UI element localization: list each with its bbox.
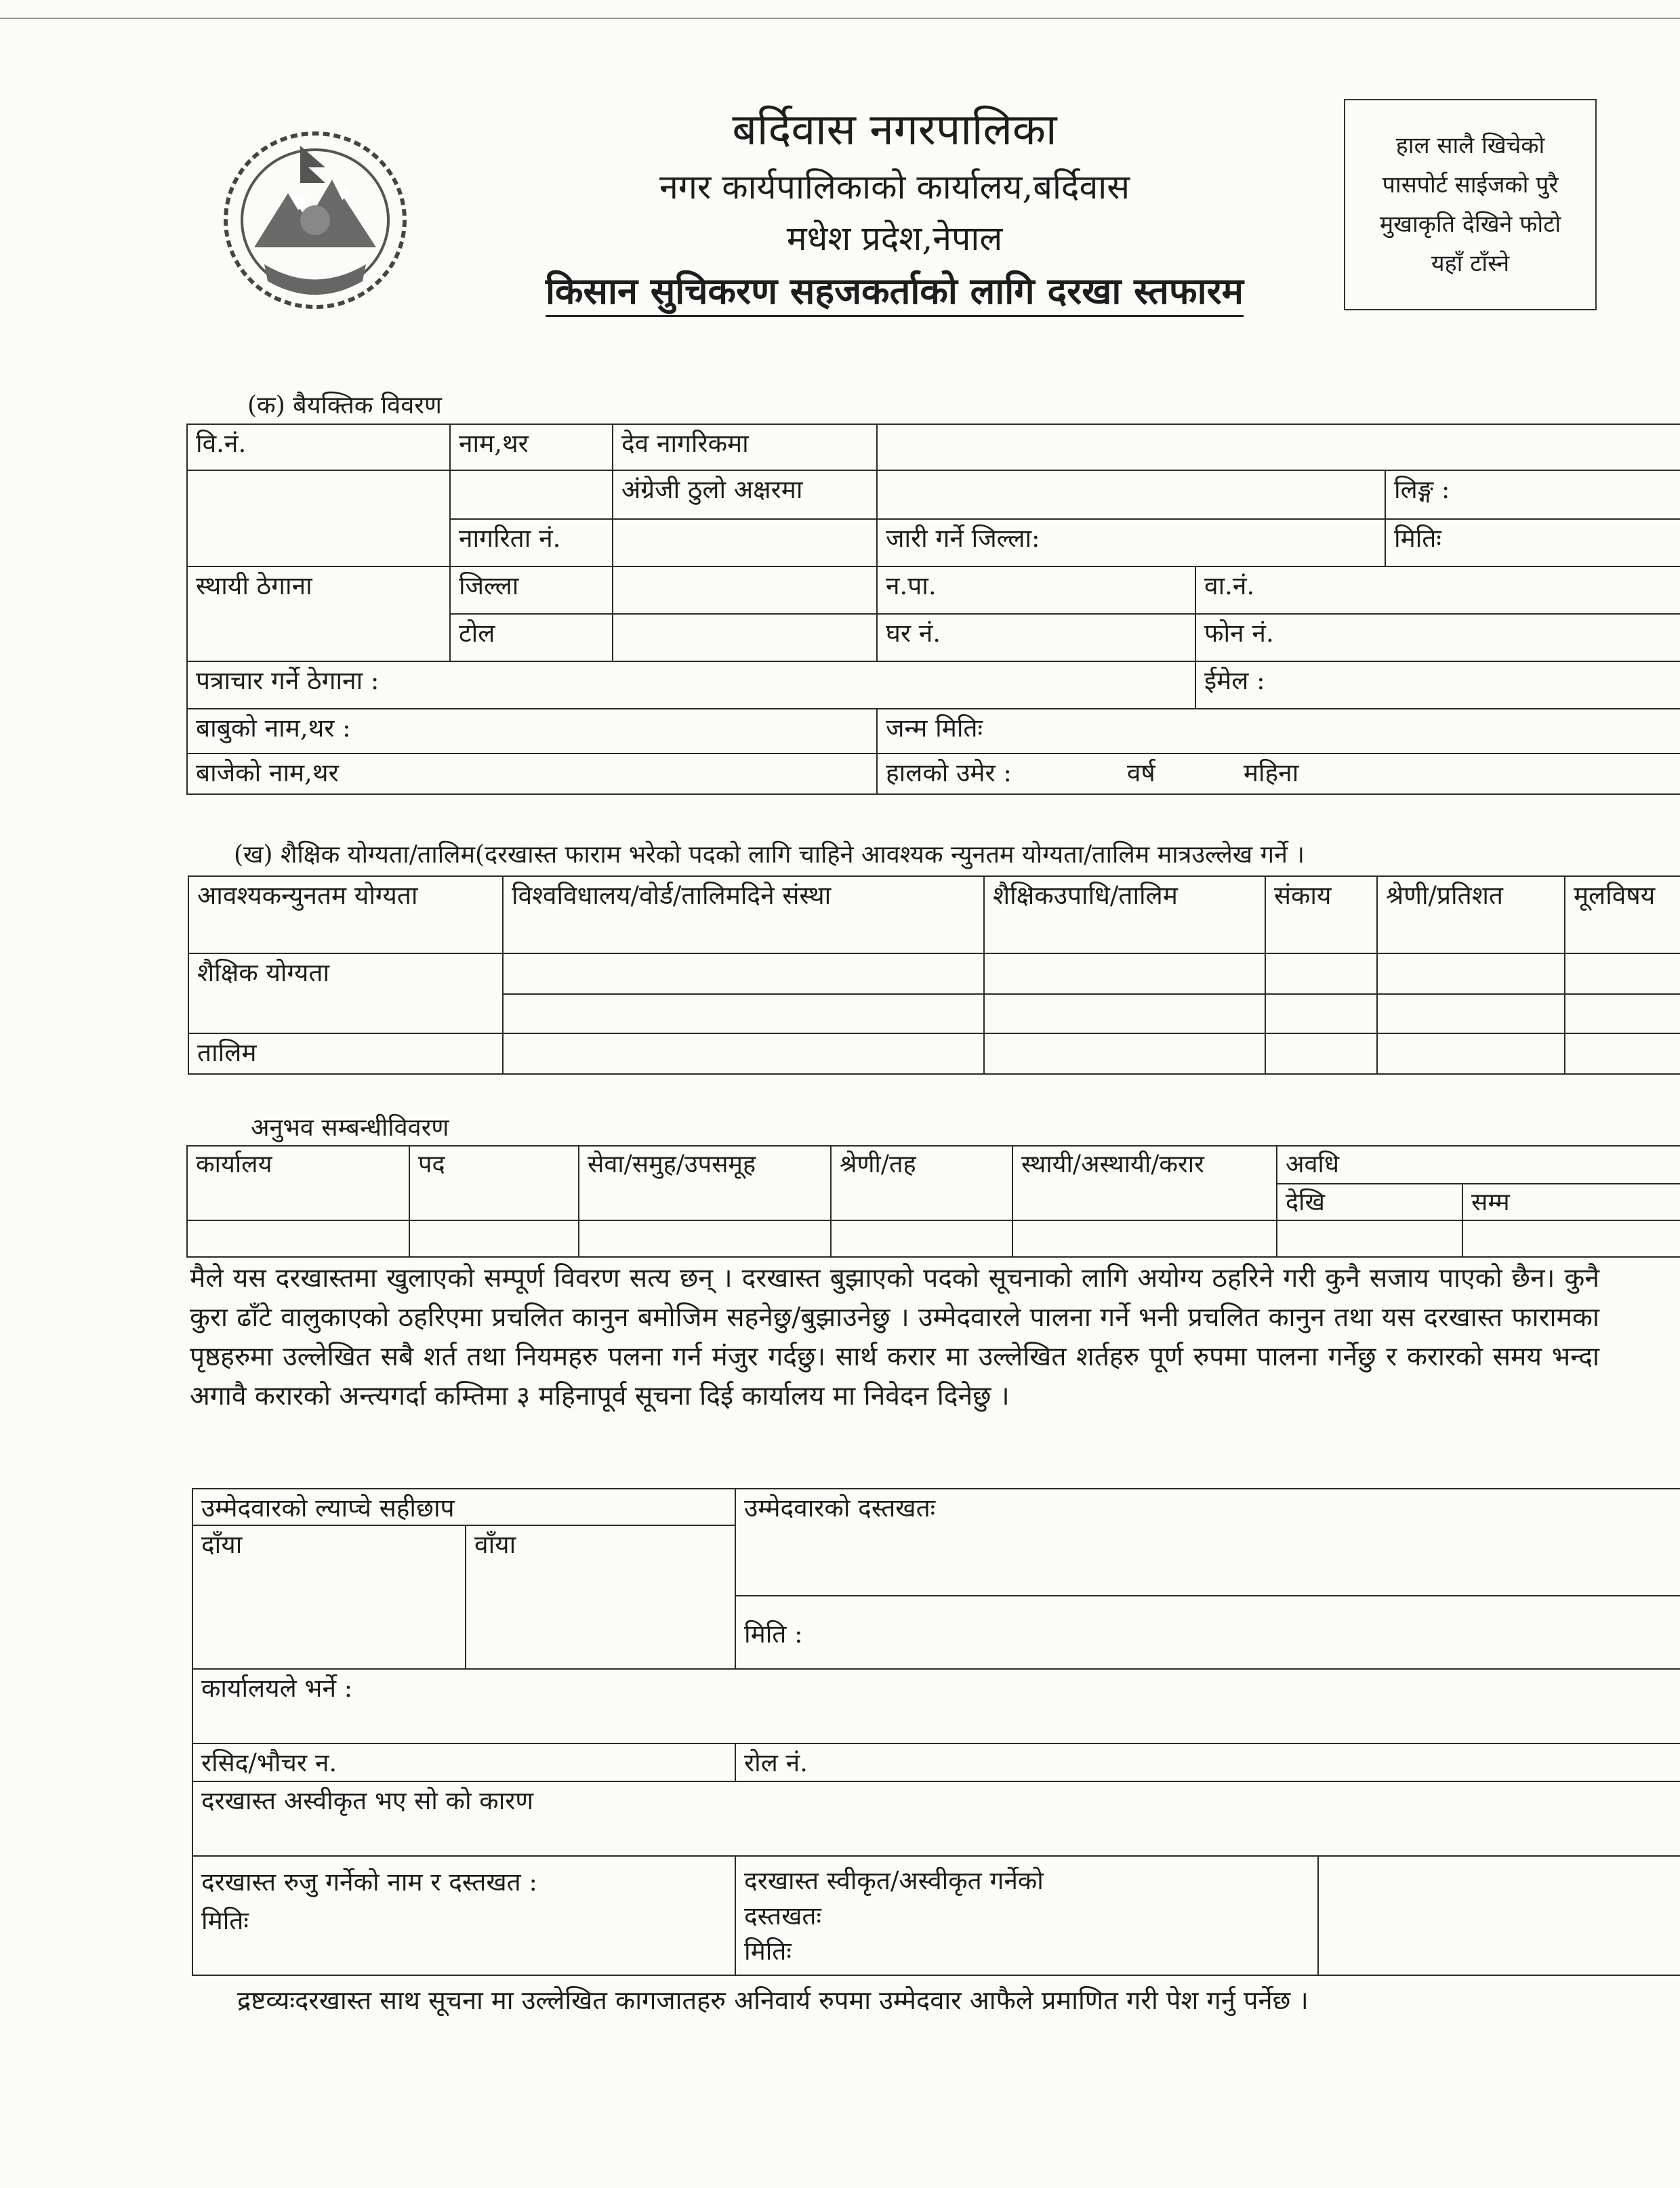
exp-service-field[interactable] xyxy=(579,1220,831,1257)
exp-col-level-label: श्रेणी/तह xyxy=(840,1151,916,1178)
english-label-cell xyxy=(613,470,877,519)
col-major xyxy=(1565,876,1680,953)
row-qualification-label: शैक्षिक योग्यता xyxy=(197,958,330,987)
issue-district-field[interactable] xyxy=(877,519,1385,566)
training-major-field[interactable] xyxy=(1565,1033,1680,1074)
tole-field[interactable] xyxy=(613,614,877,661)
roll-no-label: रोल नं. xyxy=(744,1748,808,1777)
issue-date-label: मितिः xyxy=(1394,524,1441,553)
exp-col-office-label: कार्यालय xyxy=(196,1151,272,1178)
citizenship-label-cell xyxy=(450,519,613,566)
roll-no-field[interactable] xyxy=(735,1743,1680,1781)
exp-col-service xyxy=(579,1146,831,1220)
father-name-label: बाबुको नाम,थर : xyxy=(196,714,351,743)
education-table xyxy=(188,875,1680,1075)
exp-col-service-label: सेवा/समुह/उपसमूह xyxy=(588,1151,756,1178)
municipality-label: न.पा. xyxy=(886,571,937,600)
serial-no-cell[interactable] xyxy=(187,424,450,470)
phone-no-label: फोन नं. xyxy=(1204,619,1274,648)
exp-col-type-label: स्थायी/अस्थायी/करार xyxy=(1021,1151,1204,1178)
name-english-blank xyxy=(450,470,613,519)
verifier-label: दरखास्त रुजु गर्नेको नाम र दस्तखत : xyxy=(201,1867,537,1897)
verifier-field[interactable] xyxy=(192,1856,735,1975)
edu-faculty-field-2[interactable] xyxy=(1265,994,1377,1033)
edu-division-field-1[interactable] xyxy=(1377,953,1565,994)
grandfather-name-label: बाजेको नाम,थर xyxy=(196,758,339,787)
exp-col-to-label: सम्म xyxy=(1471,1189,1510,1216)
serial-no-blank[interactable] xyxy=(187,470,450,566)
edu-division-field-2[interactable] xyxy=(1377,994,1565,1033)
photo-box[interactable] xyxy=(1344,99,1597,310)
gender-label: लिङ्ग : xyxy=(1394,475,1450,504)
edu-major-field-1[interactable] xyxy=(1565,953,1680,994)
col-institution-label: विश्वविधालय/वोर्ड/तालिमदिने संस्था xyxy=(512,881,832,910)
row-training-cell xyxy=(188,1033,503,1074)
edu-institution-field-2[interactable] xyxy=(503,994,984,1033)
house-no-field[interactable] xyxy=(877,614,1195,661)
col-major-label: मूलविषय xyxy=(1574,881,1656,910)
candidate-date-label: मिति : xyxy=(744,1619,803,1649)
grandfather-name-field[interactable] xyxy=(187,754,877,794)
signature-table xyxy=(192,1488,1680,1976)
citizenship-no-label: नागरिता नं. xyxy=(459,524,561,553)
receipt-no-field[interactable] xyxy=(192,1743,735,1781)
name-english-field[interactable] xyxy=(877,470,1385,519)
exp-from-field[interactable] xyxy=(1277,1220,1462,1257)
education-section-caption: (ख) शैक्षिक योग्यता/तालिम(दरखास्त फाराम भरेको पदको लागि चाहिने आवश्यक न्युनतम योग्यता/तालिम मात्रउल्लेख गर्ने । xyxy=(234,841,1305,869)
photo-instruction-2: पासपोर्ट साईजको पुरै xyxy=(1382,171,1559,199)
candidate-signature-field[interactable] xyxy=(735,1489,1680,1596)
verifier-date-label: मितिः xyxy=(201,1906,249,1935)
office-use-field[interactable] xyxy=(192,1669,1680,1743)
left-thumb-label: वाँया xyxy=(474,1530,516,1559)
citizenship-no-field[interactable] xyxy=(613,519,877,566)
province-name: मधेश प्रदेश,नेपाल xyxy=(786,219,1003,258)
exp-level-field[interactable] xyxy=(831,1220,1012,1257)
correspondence-address-label: पत्राचार गर्ने ठेगाना : xyxy=(196,666,380,695)
exp-col-from-label: देखि xyxy=(1286,1189,1325,1216)
edu-degree-field-2[interactable] xyxy=(984,994,1265,1033)
exp-col-to xyxy=(1462,1184,1680,1220)
approver-signature-label: दस्तखतः xyxy=(744,1901,821,1931)
english-caps-label: अंग्रेजी ठुलो अक्षरमा xyxy=(621,475,803,504)
correspondence-address-field[interactable] xyxy=(187,661,1195,709)
exp-to-field[interactable] xyxy=(1462,1220,1680,1257)
col-division xyxy=(1377,876,1565,953)
declaration-text: मैले यस दरखास्तमा खुलाएको सम्पूर्ण विवरण सत्य छन् । दरखास्त बुझाएको पदको सूचनाको लागि अयोग्य ठहरिने गरी कुनै सजाय पाएको छैन। कुनै कुरा ढाँटे वालुकाएको ठहरिएमा प्रचलित कानुन बमोजिम सहनेछु/बुझाउनेछु । उम्मेदवारले पालना गर्ने भनी प्रचलित कानुन तथा यस दरखास्त फारामका पृष्ठहरुमा उल्लेखित सबै शर्त तथा नियमहरु पलना गर्न मंजुर गर्दछु। सार्थ करार मा उल्लेखित शर्तहरु पूर्ण रुपमा पालना गर्नेछु र करारको समय भन्दा अगावै करारको अन्त्यगर्दा कम्तिमा ३ महिनापूर्व सूचना दिई कार्यालय मा निवेदन दिनेछु । xyxy=(190,1263,1599,1411)
municipality-name: बर्दिवास नगरपालिका xyxy=(732,105,1057,155)
rejection-reason-label: दरखास्त अस्वीकृत भए सो को कारण xyxy=(201,1786,534,1815)
approver-date-label: मितिः xyxy=(744,1937,792,1966)
birth-date-label: जन्म मितिः xyxy=(886,714,983,743)
exp-col-post-label: पद xyxy=(418,1151,445,1178)
training-degree-field[interactable] xyxy=(984,1033,1265,1074)
training-division-field[interactable] xyxy=(1377,1033,1565,1074)
exp-col-post xyxy=(409,1146,579,1220)
permanent-address-cell xyxy=(187,566,450,661)
tole-label-cell xyxy=(450,614,613,661)
photo-instruction-3: मुखाकृति देखिने फोटो xyxy=(1379,211,1561,238)
nepal-emblem-icon xyxy=(213,119,417,315)
district-label-cell xyxy=(450,566,613,614)
edu-faculty-field-1[interactable] xyxy=(1265,953,1377,994)
approver-label: दरखास्त स्वीकृत/अस्वीकृत गर्नेको xyxy=(744,1866,1044,1895)
experience-table xyxy=(186,1145,1680,1258)
exp-col-level xyxy=(831,1146,1012,1220)
gender-field[interactable] xyxy=(1385,470,1680,519)
form-title xyxy=(420,264,1369,314)
col-institution xyxy=(503,876,984,953)
exp-col-type xyxy=(1012,1146,1277,1220)
house-no-label: घर नं. xyxy=(886,619,941,648)
issue-district-label: जारी गर्ने जिल्ला: xyxy=(886,524,1040,553)
current-age-label: हालको उमेर : xyxy=(886,758,1012,787)
name-label-cell xyxy=(450,424,613,470)
email-field[interactable] xyxy=(1195,661,1680,709)
exp-col-from xyxy=(1277,1184,1462,1220)
row-training-label: तालिम xyxy=(197,1038,257,1067)
photo-instruction-4: यहाँ टाँस्ने xyxy=(1431,250,1510,277)
personal-details-table xyxy=(186,424,1680,795)
col-faculty-label: संकाय xyxy=(1274,881,1332,910)
name-label: नाम,थर xyxy=(459,429,529,458)
ward-no-label: वा.नं. xyxy=(1204,571,1255,600)
training-faculty-field[interactable] xyxy=(1265,1033,1377,1074)
experience-section-caption: अनुभव सम्बन्धीविवरण xyxy=(251,1114,449,1142)
office-name: नगर कार्यपालिकाको कार्यालय,बर्दिवास xyxy=(659,167,1130,207)
ward-no-field[interactable] xyxy=(1195,566,1680,614)
col-faculty xyxy=(1265,876,1377,953)
devanagari-label-cell xyxy=(613,424,877,470)
edu-institution-field-1[interactable] xyxy=(503,953,984,994)
thumbprint-header xyxy=(192,1489,735,1525)
email-label: ईमेल : xyxy=(1204,666,1265,695)
candidate-signature-label: उम्मेदवारको दस्तखतः xyxy=(744,1493,936,1523)
col-min-qualification xyxy=(188,876,503,953)
exp-type-field[interactable] xyxy=(1012,1220,1277,1257)
candidate-date-field[interactable] xyxy=(735,1596,1680,1669)
left-thumb-box[interactable] xyxy=(466,1525,735,1669)
personal-section-caption: (क) बैयक्तिक विवरण xyxy=(247,392,442,419)
father-name-field[interactable] xyxy=(187,709,877,754)
exp-post-field[interactable] xyxy=(409,1220,579,1257)
edu-major-field-2[interactable] xyxy=(1565,994,1680,1033)
col-division-label: श्रेणी/प्रतिशत xyxy=(1386,881,1503,910)
serial-no-label: वि.नं. xyxy=(196,429,247,458)
training-institution-field[interactable] xyxy=(503,1033,984,1074)
district-field[interactable] xyxy=(613,566,877,614)
devanagari-label: देव नागरिकमा xyxy=(621,429,749,458)
approver-signature-box[interactable] xyxy=(1318,1856,1680,1975)
photo-instruction-1: हाल सालै खिचेको xyxy=(1395,132,1545,159)
current-age-field[interactable] xyxy=(877,754,1680,794)
exp-office-field[interactable] xyxy=(187,1220,409,1257)
right-thumb-box[interactable] xyxy=(192,1525,466,1669)
exp-col-office xyxy=(187,1146,409,1220)
years-label: वर्ष xyxy=(1126,758,1155,787)
office-use-label: कार्यालयले भर्ने : xyxy=(201,1674,353,1703)
phone-no-field[interactable] xyxy=(1195,614,1680,661)
top-border xyxy=(0,18,1680,19)
receipt-no-label: रसिद/भौचर न. xyxy=(201,1748,337,1777)
col-min-qualification-label: आवश्यकन्युनतम योग्यता xyxy=(197,881,418,910)
district-label: जिल्ला xyxy=(459,571,519,600)
permanent-address-label: स्थायी ठेगाना xyxy=(196,571,312,600)
issue-date-field[interactable] xyxy=(1385,519,1680,566)
right-thumb-label: दाँया xyxy=(201,1530,243,1559)
col-degree xyxy=(984,876,1265,953)
tole-label: टोल xyxy=(459,619,495,648)
months-label: महिना xyxy=(1243,758,1299,787)
exp-col-duration-label: अवधि xyxy=(1286,1151,1339,1178)
exp-col-duration xyxy=(1277,1146,1680,1184)
edu-degree-field-1[interactable] xyxy=(984,953,1265,994)
rejection-reason-field[interactable] xyxy=(192,1781,1680,1856)
row-qualification-cell xyxy=(188,953,503,1033)
footnote: द्रष्टव्यःदरखास्त साथ सूचना मा उल्लेखित कागजातहरु अनिवार्य रुपमा उम्मेदवार आफैले प्रमाणित गरी पेश गर्नु पर्नेछ । xyxy=(237,1985,1309,2015)
approver-field[interactable] xyxy=(735,1856,1318,1975)
birth-date-field[interactable] xyxy=(877,709,1680,754)
thumbprint-label: उम्मेदवारको ल्याप्चे सहीछाप xyxy=(201,1493,455,1523)
name-devanagari-field[interactable] xyxy=(877,424,1680,470)
form-title-text: किसान सुचिकरण सहजकर्ताको लागि दरखा स्तफारम xyxy=(546,269,1244,317)
col-degree-label: शैक्षिकउपाधि/तालिम xyxy=(993,881,1178,910)
municipality-field[interactable] xyxy=(877,566,1195,614)
